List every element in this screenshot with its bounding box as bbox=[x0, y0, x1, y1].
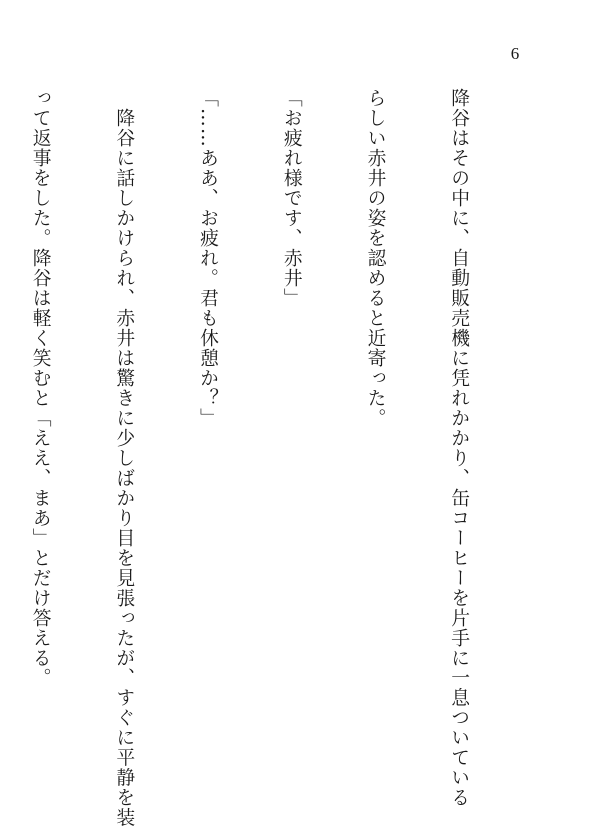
text-line: らしい赤井の姿を認めると近寄った。 bbox=[364, 88, 386, 428]
page-number: 6 bbox=[510, 44, 520, 63]
text-line: 降谷に話しかけられ、赤井は驚きに少しばかり目を見張ったが、すぐに平静を装 bbox=[113, 88, 135, 828]
novel-text-body bbox=[0, 88, 528, 828]
text-line: 「……ああ、お疲れ。君も休憩か？」 bbox=[197, 88, 219, 428]
text-line: 降谷はその中に、自動販売機に凭れかかり、缶コーヒーを片手に一息ついている bbox=[448, 88, 470, 808]
text-line: って返事をした。降谷は軽く笑むと「ええ、まあ」とだけ答える。 bbox=[29, 88, 51, 688]
text-line: 「お疲れ様です、赤井」 bbox=[280, 88, 302, 308]
